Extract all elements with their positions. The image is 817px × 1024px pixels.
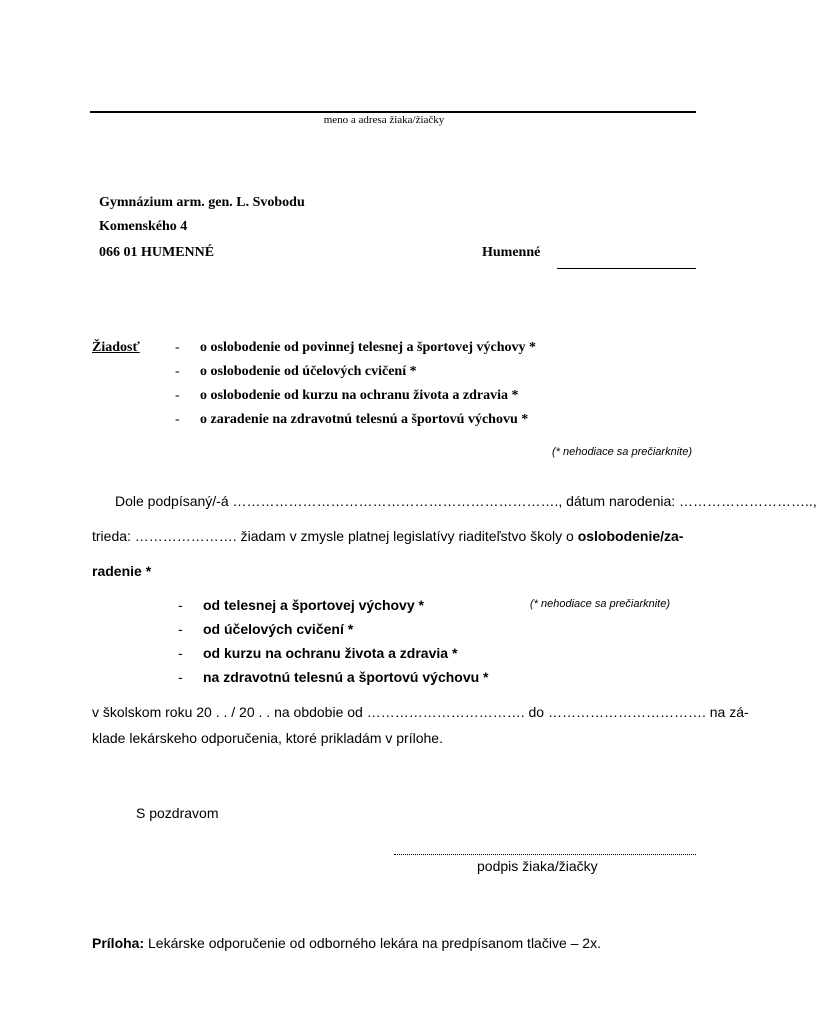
body-line-1: Dole podpísaný/-á ……………………………………………………………., dátum narodenia: ……………………….., xyxy=(115,493,817,509)
signature-line xyxy=(394,854,696,855)
body-item-2: od účelových cvičení * xyxy=(203,621,354,637)
body-item-3: od kurzu na ochranu života a zdravia * xyxy=(203,645,458,661)
request-dash-3: - xyxy=(175,388,180,403)
request-item-4: o zaradenie na zdravotnú telesnú a športovú výchovu * xyxy=(200,412,529,427)
period-line-2: klade lekárskeho odporučenia, ktoré prikladám v prílohe. xyxy=(92,730,443,746)
school-city: 066 01 HUMENNÉ xyxy=(99,245,215,260)
school-name: Gymnázium arm. gen. L. Svobodu xyxy=(99,195,305,210)
body-dash-2: - xyxy=(178,621,183,637)
body-line-2-bold: oslobodenie/za- xyxy=(577,528,684,544)
body-line-2-text: trieda: …………………. žiadam v zmysle platnej legislatívy riaditeľstvo školy o xyxy=(92,528,578,544)
request-item-1: o oslobodenie od povinnej telesnej a športovej výchovy * xyxy=(200,340,536,355)
request-item-3: o oslobodenie od kurzu na ochranu života a zdravia * xyxy=(200,388,519,403)
school-street: Komenského 4 xyxy=(99,219,188,234)
signature-caption: podpis žiaka/žiačky xyxy=(477,858,598,874)
attachment-label: Príloha: xyxy=(92,935,145,951)
request-note: (* nehodiace sa prečiarknite) xyxy=(551,446,692,458)
request-dash-4: - xyxy=(175,412,180,427)
attachment xyxy=(92,935,601,951)
request-item-2: o oslobodenie od účelových cvičení * xyxy=(200,364,417,379)
body-dash-3: - xyxy=(178,645,183,661)
body-dash-4: - xyxy=(178,669,183,685)
body-item-4: na zdravotnú telesnú a športovú výchovu * xyxy=(203,669,489,685)
body-dash-1: - xyxy=(178,597,183,613)
name-address-caption: meno a adresa žiaka/žiačky xyxy=(323,114,445,126)
place-label: Humenné xyxy=(482,245,541,260)
attachment-text: Lekárske odporučenie od odborného lekára na predpísanom tlačive – 2x. xyxy=(144,935,601,951)
date-line xyxy=(557,268,696,269)
body-item-1: od telesnej a športovej výchovy * xyxy=(203,597,424,613)
body-line-3: radenie * xyxy=(92,563,152,579)
request-label: Žiadosť xyxy=(92,340,140,355)
period-line-1: v školskom roku 20 . . / 20 . . na obdobie od ……………………………. do ……………………………. na zá- xyxy=(92,704,749,720)
request-dash-2: - xyxy=(175,364,180,379)
greeting: S pozdravom xyxy=(136,805,219,821)
body-note: (* nehodiace sa prečiarknite) xyxy=(530,598,671,610)
request-dash-1: - xyxy=(175,340,180,355)
name-address-line xyxy=(90,111,696,113)
body-line-2 xyxy=(92,528,683,544)
